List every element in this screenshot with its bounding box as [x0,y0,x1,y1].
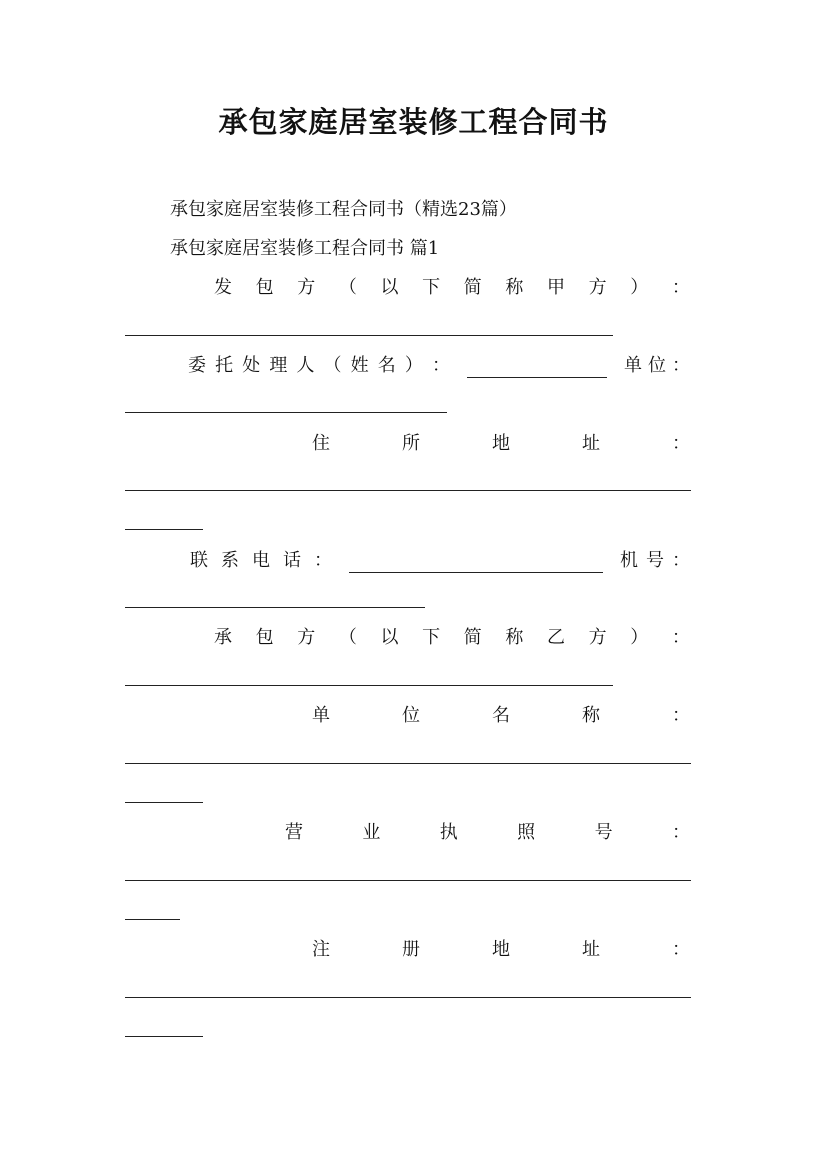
party-b-label: 承 包 方 （ 以 下 简 称 乙 方 ） ： [214,627,690,648]
party-a-blank [125,335,613,336]
license-blank-1 [125,880,691,881]
subtitle: 承包家庭居室装修工程合同书（精选23篇） [170,199,517,220]
unit-name-label: 单 位 名 称 ： [312,705,690,726]
party-a-label: 发 包 方 （ 以 下 简 称 甲 方 ） ： [214,277,690,298]
phone-label: 联 系 电 话 ： [190,550,332,571]
agent-row [188,354,690,378]
unit-name-blank-1 [125,763,691,764]
agent-name-label: 委 托 处 理 人 （ 姓 名 ） ： [188,355,450,376]
party-b-blank [125,685,613,686]
reg-address-blank-2 [125,1036,203,1037]
extension-label: 机 号 ： [620,550,690,571]
agent-unit-label: 单 位 ： [624,355,690,376]
reg-address-blank-1 [125,997,691,998]
page-title: 承包家庭居室装修工程合同书 [218,105,609,139]
phone-row [190,549,690,573]
extension-blank [125,607,425,608]
address-a-label: 住 所 地 址 ： [312,433,690,454]
section-heading: 承包家庭居室装修工程合同书 篇1 [170,238,440,259]
agent-name-blank [467,359,607,378]
license-blank-2 [125,919,180,920]
address-a-blank-2 [125,529,203,530]
address-a-blank-1 [125,490,691,491]
reg-address-label: 注 册 地 址 ： [312,939,690,960]
phone-blank [349,554,603,573]
unit-name-blank-2 [125,802,203,803]
license-label: 营 业 执 照 号 ： [285,822,690,843]
agent-unit-blank [125,412,447,413]
